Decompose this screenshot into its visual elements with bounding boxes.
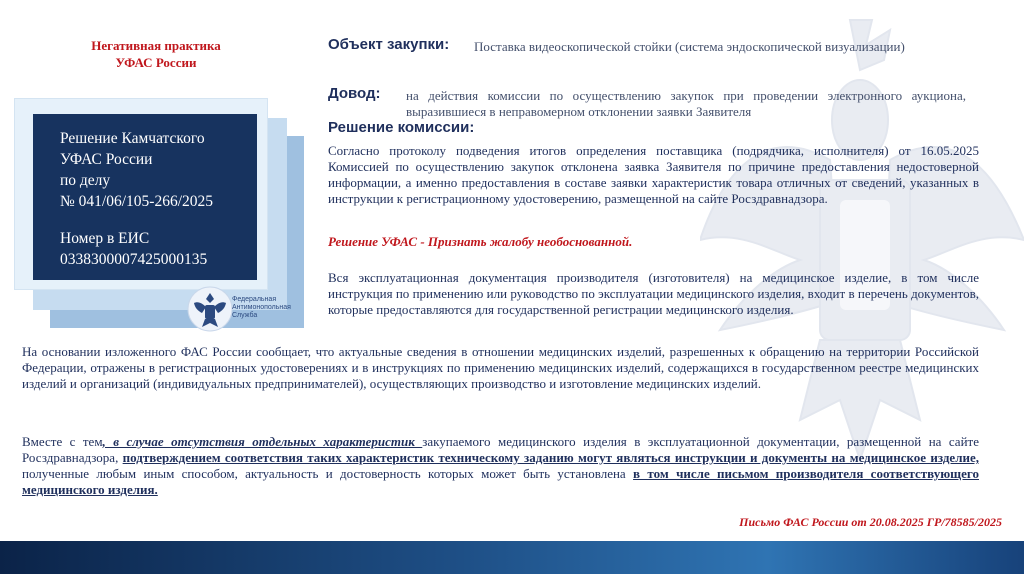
- complaint-label: Довод:: [328, 85, 381, 102]
- card-line-1: Решение Камчатского: [60, 130, 205, 147]
- card-line-5: Номер в ЕИС: [60, 230, 150, 247]
- title-line-1: Негативная практика: [91, 38, 221, 53]
- negative-practice-title: [62, 37, 250, 71]
- fas-letter-reference: Письмо ФАС России от 20.08.2025 ГР/78585/2025: [739, 515, 1002, 529]
- procurement-object-value: Поставка видеоскопической стойки (система эндоскопической визуализации): [474, 39, 905, 54]
- case-decision-card: [33, 114, 257, 280]
- title-line-2: УФАС России: [115, 55, 197, 70]
- double-headed-eagle-icon: [188, 287, 232, 331]
- commission-decision-text: Согласно протоколу подведения итогов определения поставщика (подрядчика, исполнителя) от 16.05.2025 Комиссией по осуществлению закупок отклонена заявка Заявителя по причине предоставления недостоверной информации, а именно предоставления в составе заявки характеристик товара отличных от сведений, указанных в инструкции к регистрационному удостоверению, размещенной на сайте Росздравнадзора.: [328, 143, 979, 206]
- clarification-emphasis-3: в том числе письмом производителя соответствующего медицинского изделия.: [22, 466, 979, 497]
- case-number: № 041/06/105-266/2025: [60, 193, 213, 210]
- eis-number: 0338300007425000135: [60, 251, 208, 268]
- fas-logo-text: [232, 296, 291, 320]
- procurement-object-label: Объект закупки:: [328, 36, 450, 53]
- fas-info-paragraph: На основании изложенного ФАС России сообщает, что актуальные сведения в отношении медицинских изделий, разрешенных к обращению на территории Российской Федерации, отражены в регистрационных удостоверениях и в инструкциях по применению медицинских изделий, содержащихся в государственном реестре медицинских изделий и организаций (индивидуальных предпринимателей), осуществляющих производство и изготовление медицинских изделий.: [22, 344, 979, 391]
- complaint-value: на действия комиссии по осуществлению закупок при проведении электронного аукциона, выразившиеся в неправомерном отклонении заявки Заявителя: [406, 88, 966, 119]
- ufas-ruling: Решение УФАС - Признать жалобу необоснованной.: [328, 234, 633, 249]
- logo-text-line-3: Служба: [232, 312, 258, 319]
- documentation-paragraph: Вся эксплуатационная документация производителя (изготовителя) на медицинское изделие, в том числе инструкция по применению или руководство по эксплуатации медицинского изделия, входит в перечень документов, которые предоставляются для государственной регистрации медицинского изделия.: [328, 270, 979, 317]
- clarification-part-5: полученные любым иным способом, актуальность и достоверность которых может быть установлена: [22, 466, 634, 481]
- card-line-2: УФАС России: [60, 151, 153, 168]
- commission-decision-label: Решение комиссии:: [328, 119, 475, 136]
- clarification-paragraph: [22, 434, 979, 498]
- logo-text-line-2: Антимонопольная: [232, 304, 291, 311]
- logo-text-line-1: Федеральная: [232, 296, 277, 303]
- card-line-3: по делу: [60, 172, 111, 189]
- clarification-part-1: Вместе с тем: [22, 434, 103, 449]
- bottom-decorative-band: [0, 541, 1024, 574]
- clarification-emphasis-2: подтверждением соответствия таких характеристик техническому заданию могут являться инструкции и документы на медицинское изделие,: [122, 450, 979, 465]
- clarification-emphasis-1: , в случае отсутствия отдельных характеристик: [102, 434, 423, 449]
- clarification-part-3: закупаемого медицинского изделия в эксплуатационной документации, размещенной на сайте Росздравнадзора,: [22, 434, 979, 465]
